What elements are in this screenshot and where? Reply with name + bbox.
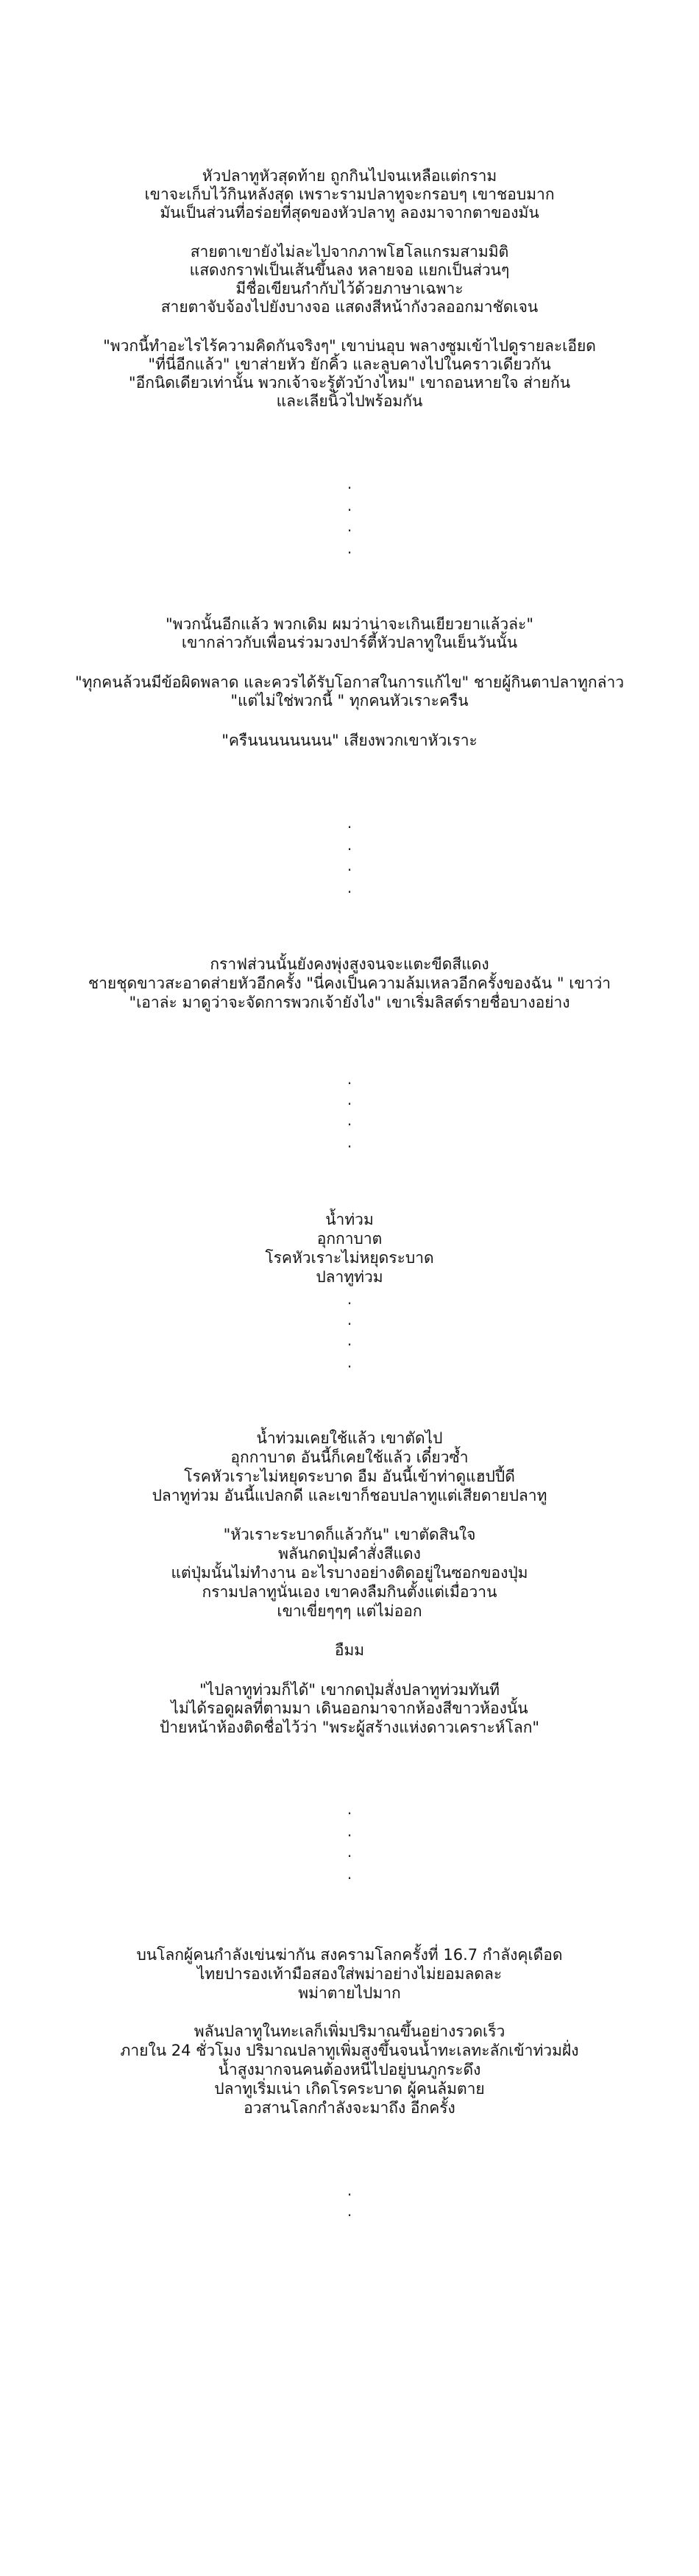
story-line: ไม่ได้รอดูผลที่ตามมา เดินออกมาจากห้องสีขาวห้องนั้น (171, 1699, 528, 1717)
story-line: อุกกาบาต อันนี้ก็เคยใช้แล้ว เดี๋ยวซ้ำ (230, 1448, 469, 1466)
story-line: ปลาทูท่วม (316, 1268, 383, 1286)
story-line: "ที่นี่อีกแล้ว" เขาส่ายหัว ยักคิ้ว และลูบคางไปในคราวเดียวกัน (148, 355, 551, 373)
story-line: น้ำท่วมเคยใช้แล้ว เขาตัดไป (256, 1429, 443, 1447)
story-line: พลันกดปุ่มคำสั่งสีแดง (278, 1545, 421, 1563)
story-line: หัวปลาทูหัวสุดท้าย ถูกกินไปจนเหลือแต่กราม (202, 167, 497, 185)
story-line: "ไปลาทูท่วมก็ได้" เขากดปุ่มสั่งปลาทูท่วมทันที (199, 1681, 500, 1699)
ellipsis-dot: . (347, 475, 352, 492)
story-line: "หัวเราะระบาดก็แล้วกัน" เขาตัดสินใจ (223, 1526, 476, 1543)
story-line: ป้ายหน้าห้องติดชื่อไว้ว่า "พระผู้สร้างแห่งดาวเคราะห์โลก" (159, 1719, 540, 1736)
story-line: อุกกาบาต (316, 1230, 383, 1248)
story-line: ปลาทูท่วม อันนี้แปลกดี และเขาก็ชอบปลาทูแต่เสียดายปลาทู (152, 1487, 547, 1504)
story-line: พลันปลาทูในทะเลก็เพิ่มปริมาณขึ้นอย่างรวดเร็ว (194, 2023, 505, 2040)
ellipsis-dot: . (347, 497, 352, 514)
story-line: และเลียนิ้วไปพร้อมกัน (276, 392, 423, 410)
ellipsis-dot: . (347, 1331, 352, 1349)
story-line: "อีกนิดเดียวเท่านั้น พวกเจ้าจะรู้ตัวบ้างไหม" เขาถอนหายใจ ส่ายก้น (128, 374, 571, 392)
ellipsis-dot: . (347, 2182, 352, 2199)
story-line: กราฟส่วนนั้นยังคงพุ่งสูงจนจะแตะขีดสีแดง (210, 955, 489, 973)
ellipsis-dot: . (347, 1865, 352, 1883)
ellipsis-dot: . (347, 1133, 352, 1151)
story-line: ปลาทูเริ่มเน่า เกิดโรคระบาด ผู้คนล้มตาย (214, 2080, 485, 2098)
story-line: ภายใน 24 ชั่วโมง ปริมาณปลาทูเพิ่มสูงขึ้นจนน้ำทะเลทะลักเข้าท่วมฝั่ง (120, 2042, 579, 2059)
story-line: ชายชุดขาวสะอาดส่ายหัวอีกครั้ง "นี่คงเป็นความล้มเหลวอีกครั้งของฉัน " เขาว่า (88, 974, 611, 992)
story-line: น้ำท่วม (325, 1211, 374, 1228)
story-line: สายตาเขายังไม่ละไปจากภาพโฮโลแกรมสามมิติ (190, 243, 509, 261)
story-line: เขาจะเก็บไว้กินหลังสุด เพราะรามปลาทูจะกรอบๆ เขาชอบมาก (144, 185, 555, 203)
ellipsis-dot: . (347, 1354, 352, 1371)
story-line: กรามปลาทูนั่นเอง เขาคงลืมกินตั้งแต่เมื่อวาน (202, 1583, 497, 1601)
story-line: โรคหัวเราะไม่หยุดระบาด (265, 1249, 434, 1267)
story-line: เขากล่าวกับเพื่อนร่วมวงปาร์ตี้หัวปลาทูในเย็นวันนั้น (181, 634, 518, 651)
ellipsis-dot: . (347, 1091, 352, 1108)
story-line: เขาเขี่ยๆๆๆ แต่ไม่ออก (277, 1602, 422, 1620)
story-line: ไทยปารองเท้ามือสองใส่พม่าอย่างไม่ยอมลดละ (196, 1965, 503, 1983)
ellipsis-dot: . (347, 857, 352, 874)
ellipsis-dot: . (347, 814, 352, 832)
ellipsis-dot: . (347, 879, 352, 896)
story-line: น้ำสูงมากจนคนต้องหนีไปอยู่บนภูกระดึง (218, 2061, 481, 2078)
story-line: แสดงกราฟเป็นเส้นขึ้นลง หลายจอ แยกเป็นส่วนๆ (189, 261, 510, 279)
ellipsis-dot: . (347, 517, 352, 535)
ellipsis-dot: . (347, 1843, 352, 1861)
story-line: "เอาล่ะ มาดูว่าจะจัดการพวกเจ้ายังไง" เขาเริ่มลิสต์รายชื่อบางอย่าง (129, 994, 570, 1011)
ellipsis-dot: . (347, 539, 352, 557)
story-line: สายตาจับจ้องไปยังบางจอ แสดงสีหน้ากังวลออกมาชัดเจน (160, 298, 539, 316)
story-line: บนโลกผู้คนกำลังเข่นฆ่ากัน สงครามโลกครั้งที่ 16.7 กำลังคุเดือด (136, 1946, 563, 1964)
story-line: โรคหัวเราะไม่หยุดระบาด อืม อันนี้เข้าท่าดูแฮปปี้ดี (184, 1468, 515, 1485)
story-line: "พวกนี้ทำอะไรไร้ความคิดกันจริงๆ" เขาบ่นอุบ พลางซูมเข้าไปดูรายละเอียด (103, 337, 596, 355)
ellipsis-dot: . (347, 836, 352, 854)
ellipsis-dot: . (347, 1822, 352, 1840)
story-line: อืมม (334, 1641, 365, 1659)
story-line: "ทุกคนล้วนมีข้อผิดพลาด และควรได้รับโอกาสในการแก้ไข" ชายผู้กินตาปลาทูกล่าว (74, 673, 625, 691)
story-line: พม่าตายไปมาก (298, 1984, 401, 2002)
story-line: มันเป็นส่วนที่อร่อยที่สุดของหัวปลาทู ลองมาจากตาของมัน (160, 204, 539, 222)
story-line: มีชื่อเขียนกำกับไว้ด้วยภาษาเฉพาะ (235, 280, 464, 297)
ellipsis-dot: . (347, 1111, 352, 1129)
story-line: "พวกนั้นอีกแล้ว พวกเดิม ผมว่าน่าจะเกินเยียวยาแล้วล่ะ" (166, 615, 533, 633)
story-line: แต่ปุ่มนั้นไม่ทำงาน อะไรบางอย่างติดอยู่ในซอกของปุ่ม (171, 1564, 528, 1582)
ellipsis-dot: . (347, 1311, 352, 1328)
story-line: "แต่ไม่ใช่พวกนี้ " ทุกคนหัวเราะครืน (230, 692, 469, 710)
story-line: "ครืนนนนนนนน" เสียงพวกเขาหัวเราะ (221, 732, 478, 749)
ellipsis-dot: . (347, 1800, 352, 1818)
ellipsis-dot: . (347, 1070, 352, 1088)
ellipsis-dot: . (347, 1290, 352, 1308)
ellipsis-dot: . (347, 2202, 352, 2220)
story-line: อวสานโลกกำลังจะมาถึง อีกครั้ง (244, 2099, 455, 2117)
